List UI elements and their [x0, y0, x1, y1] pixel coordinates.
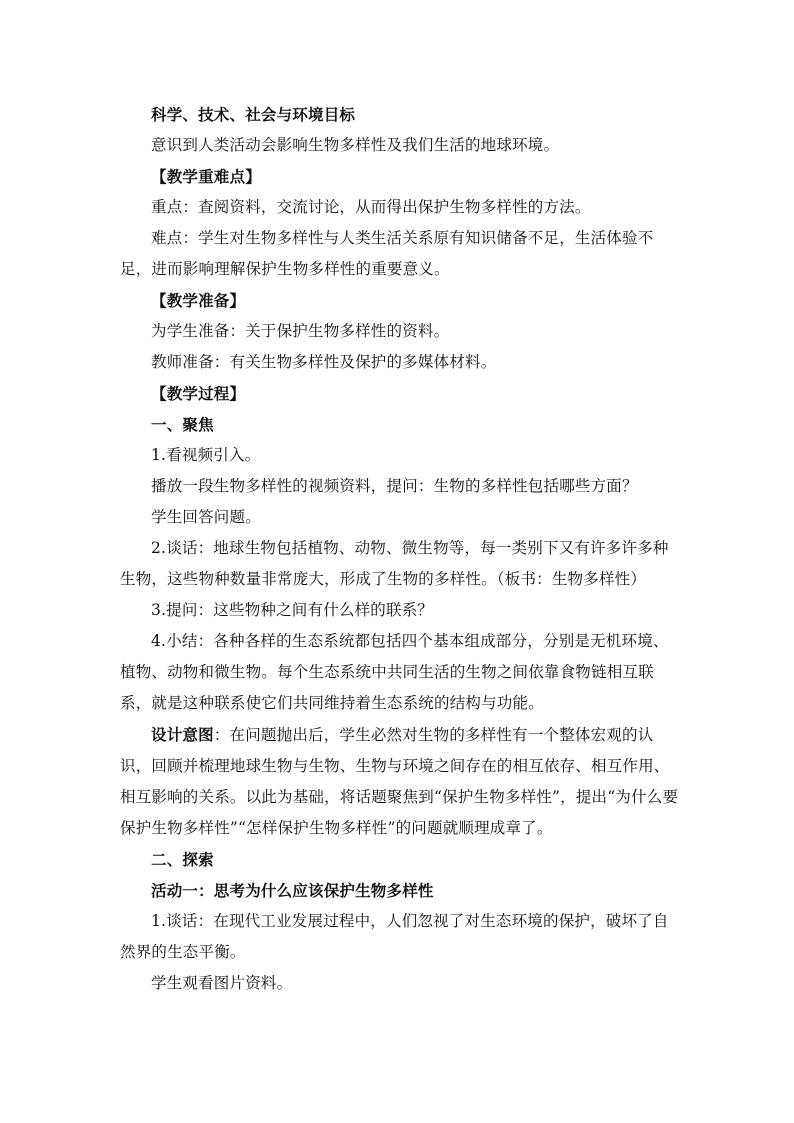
sts-text: 意识到人类活动会影响生物多样性及我们生活的地球环境。 [151, 136, 560, 154]
activity1-step1: 1.谈话：在现代工业发展过程中，人们忽视了对生态环境的保护，破坏了自然界的生态平衡。 [120, 912, 669, 961]
step1-answer: 学生回答问题。 [151, 508, 261, 526]
prep-teacher: 教师准备：有关生物多样性及保护的多媒体材料。 [151, 353, 497, 371]
activity1-heading: 活动一：思考为什么应该保护生物多样性 [151, 881, 434, 900]
step1-detail: 播放一段生物多样性的视频资料，提问：生物的多样性包括哪些方面？ [151, 477, 638, 495]
design-label: 设计意图 [151, 725, 214, 744]
step3: 3.提问：这些物种之间有什么样的联系？ [151, 601, 434, 619]
key-heading: 【教学重难点】 [151, 167, 261, 186]
document-body [120, 99, 680, 999]
prep-heading: 【教学准备】 [151, 291, 246, 310]
step4: 4.小结：各种各样的生态系统都包括四个基本组成部分，分别是无机环境、植物、动物和微生物。每个生态系统中共同生活的生物之间依靠食物链相互联系，就是这种联系使它们共同维持着生态系统的结构与功能。 [120, 632, 669, 712]
explore-heading: 二、探索 [151, 850, 214, 869]
prep-students: 为学生准备：关于保护生物多样性的资料。 [151, 322, 450, 340]
design-intent [120, 719, 680, 844]
focus-heading: 一、聚焦 [151, 415, 214, 434]
step2: 2.谈话：地球生物包括植物、动物、微生物等，每一类别下又有许多许多种生物，这些物种数量非常庞大，形成了生物的多样性。（板书：生物多样性） [120, 539, 669, 588]
design-text: ：在问题抛出后，学生必然对生物的多样性有一个整体宏观的认识，回顾并梳理地球生物与生物、生物与环境之间存在的相互依存、相互作用、相互影响的关系。以此为基础，将话题聚焦到“保护生物多样性”，提出“为什么要保护生物多样性”“怎样保护生物多样性”的问题就顺理成章了。 [120, 726, 679, 837]
activity1-step1b: 学生观看图片资料。 [151, 974, 293, 992]
sts-heading: 科学、技术、社会与环境目标 [151, 105, 356, 124]
difficulty: 难点：学生对生物多样性与人类生活关系原有知识储备不足，生活体验不足，进而影响理解保护生物多样性的重要意义。 [120, 229, 654, 278]
process-heading: 【教学过程】 [151, 384, 246, 403]
key-point: 重点：查阅资料，交流讨论，从而得出保护生物多样性的方法。 [151, 198, 591, 216]
step1: 1.看视频引入。 [151, 446, 261, 464]
